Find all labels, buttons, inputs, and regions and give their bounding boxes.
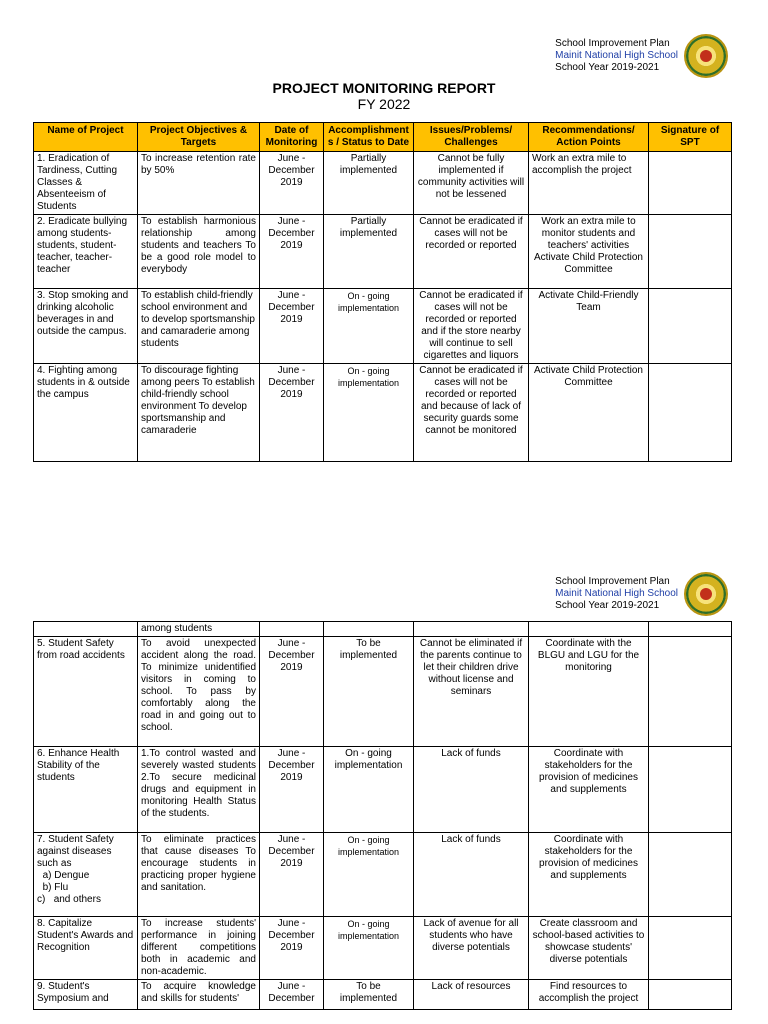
- monitoring-date: June - December 2019: [260, 917, 324, 980]
- spt-signature: [649, 747, 732, 833]
- status-to-date: On - going implementation: [324, 747, 414, 833]
- report-subtitle: FY 2022: [357, 96, 411, 112]
- recommendations: Coordinate with the BLGU and LGU for the monitoring: [529, 637, 649, 747]
- table-header-row: [34, 123, 732, 152]
- header-school: Mainit National High School: [555, 588, 678, 599]
- table-row: [34, 215, 732, 289]
- project-objectives: To discourage fighting among peers To establish child-friendly school environment To develop sportsmanship and camaraderie: [138, 364, 260, 462]
- issues-challenges: Lack of funds: [414, 747, 529, 833]
- project-name: 8. Capitalize Student's Awards and Recognition: [34, 917, 138, 980]
- table-row: [34, 364, 732, 462]
- issues-challenges: Cannot be eradicated if cases will not be recorded or reported: [414, 215, 529, 289]
- status-to-date: On - going implementation: [324, 289, 414, 364]
- monitoring-date: June - December 2019: [260, 215, 324, 289]
- status-to-date: On - going implementation: [324, 364, 414, 462]
- issues-challenges: Cannot be eradicated if cases will not be recorded or reported and if the store nearby will continue to sell cigarettes and liquors: [414, 289, 529, 364]
- monitoring-table-page2: [33, 621, 732, 1010]
- col-header: Issues/Problems/ Challenges: [414, 123, 529, 152]
- spt-signature: [649, 364, 732, 462]
- status-to-date: On - going implementation: [324, 833, 414, 917]
- project-name: 6. Enhance Health Stability of the students: [34, 747, 138, 833]
- project-name: 1. Eradication of Tardiness, Cutting Classes & Absenteeism of Students: [34, 152, 138, 215]
- header-plan: School Improvement Plan: [555, 38, 670, 49]
- issues-challenges: Lack of funds: [414, 833, 529, 917]
- recommendations: Create classroom and school-based activities to showcase students' diverse potentials: [529, 917, 649, 980]
- recommendations: Coordinate with stakeholders for the provision of medicines and supplements: [529, 833, 649, 917]
- monitoring-date: June - December 2019: [260, 152, 324, 215]
- status-to-date: To be implemented: [324, 980, 414, 1010]
- project-objectives: To increase retention rate by 50%: [138, 152, 260, 215]
- status-to-date: To be implemented: [324, 637, 414, 747]
- monitoring-date: June - December 2019: [260, 364, 324, 462]
- monitoring-date: June - December: [260, 980, 324, 1010]
- project-objectives: To establish child-friendly school environment and to develop sportsmanship and camaraderie among students: [138, 289, 260, 364]
- disease-list: [37, 870, 134, 906]
- project-name: 4. Fighting among students in & outside the campus: [34, 364, 138, 462]
- col-header: Project Objectives & Targets: [138, 123, 260, 152]
- school-seal-logo: [684, 34, 728, 78]
- table-row: [34, 917, 732, 980]
- project-name-cell: [34, 833, 138, 917]
- spt-signature: [649, 289, 732, 364]
- project-objectives: To establish harmonious relationship among students and teachers To be a good role model to everybody: [138, 215, 260, 289]
- table-row: [34, 747, 732, 833]
- project-name: 7. Student Safety against diseases such as: [37, 834, 114, 869]
- spt-signature: [649, 637, 732, 747]
- issues-challenges: Cannot be eradicated if cases will not be recorded or reported and because of lack of security guards some cannot be monitored: [414, 364, 529, 462]
- header-text: [555, 38, 678, 74]
- recommendations: Coordinate with stakeholders for the provision of medicines and supplements: [529, 747, 649, 833]
- table-row: [34, 152, 732, 215]
- recommendations: Activate Child Protection Committee: [529, 364, 649, 462]
- col-header: Name of Project: [34, 123, 138, 152]
- continuation-text: among students: [138, 622, 260, 637]
- col-header: Date of Monitoring: [260, 123, 324, 152]
- table-row: [34, 289, 732, 364]
- disease-item: Flu: [54, 882, 69, 893]
- header-page2: [555, 572, 728, 616]
- project-objectives: To acquire knowledge and skills for students': [138, 980, 260, 1010]
- recommendations: Work an extra mile to monitor students and teachers' activities Activate Child Protection Committee: [529, 215, 649, 289]
- table-row: [34, 833, 732, 917]
- issues-challenges: Cannot be fully implemented if community activities will not be lessened: [414, 152, 529, 215]
- monitoring-date: June - December 2019: [260, 637, 324, 747]
- recommendations: Activate Child-Friendly Team: [529, 289, 649, 364]
- col-header: Signature of SPT: [649, 123, 732, 152]
- list-item: [37, 894, 134, 906]
- spt-signature: [649, 917, 732, 980]
- monitoring-table-page1: [33, 122, 732, 462]
- disease-item: Dengue: [54, 870, 90, 881]
- col-header: Recommendations/ Action Points: [529, 123, 649, 152]
- spt-signature: [649, 152, 732, 215]
- col-header: Accomplishments / Status to Date: [324, 123, 414, 152]
- project-objectives: To eliminate practices that cause diseases To encourage students in practicing proper hygiene and sanitation.: [138, 833, 260, 917]
- list-marker: b): [42, 882, 52, 893]
- issues-challenges: Lack of avenue for all students who have diverse potentials: [414, 917, 529, 980]
- report-title: PROJECT MONITORING REPORT: [272, 80, 496, 96]
- project-name: 3. Stop smoking and drinking alcoholic beverages in and outside the campus.: [34, 289, 138, 364]
- header-plan: School Improvement Plan: [555, 576, 670, 587]
- project-objectives: To avoid unexpected accident along the road. To minimize unidentified visitors in coming to school. To pass by comfortably along the road in and going out to school.: [138, 637, 260, 747]
- monitoring-date: June - December 2019: [260, 747, 324, 833]
- table-row: [34, 980, 732, 1010]
- issues-challenges: Cannot be eliminated if the parents continue to let their children drive without license and seminars: [414, 637, 529, 747]
- header-school-year: School Year 2019-2021: [555, 600, 660, 611]
- project-name: 9. Student's Symposium and: [34, 980, 138, 1010]
- monitoring-date: June - December 2019: [260, 833, 324, 917]
- project-objectives: To increase students' performance in joining different competitions both in academic and non-academic.: [138, 917, 260, 980]
- status-to-date: Partially implemented: [324, 152, 414, 215]
- spt-signature: [649, 980, 732, 1010]
- list-item: [37, 882, 134, 894]
- recommendations: Find resources to accomplish the project: [529, 980, 649, 1010]
- spt-signature: [649, 215, 732, 289]
- header-text: [555, 576, 678, 612]
- project-name: 5. Student Safety from road accidents: [34, 637, 138, 747]
- spt-signature: [649, 833, 732, 917]
- status-to-date: Partially implemented: [324, 215, 414, 289]
- project-name: 2. Eradicate bullying among students-students, student-teacher, teacher-teacher: [34, 215, 138, 289]
- header-school: Mainit National High School: [555, 50, 678, 61]
- list-marker: c): [37, 894, 46, 905]
- table-row: [34, 637, 732, 747]
- list-marker: a): [42, 870, 52, 881]
- status-to-date: On - going implementation: [324, 917, 414, 980]
- project-objectives: 1.To control wasted and severely wasted students 2.To secure medicinal drugs and equipment in monitoring Health Status of the students.: [138, 747, 260, 833]
- table-row-continuation: [34, 622, 732, 637]
- recommendations: Work an extra mile to accomplish the project: [529, 152, 649, 215]
- school-seal-logo: [684, 572, 728, 616]
- header-page1: [555, 34, 728, 78]
- monitoring-date: June - December 2019: [260, 289, 324, 364]
- list-item: [37, 870, 134, 882]
- disease-item: and others: [53, 894, 101, 905]
- header-school-year: School Year 2019-2021: [555, 62, 660, 73]
- issues-challenges: Lack of resources: [414, 980, 529, 1010]
